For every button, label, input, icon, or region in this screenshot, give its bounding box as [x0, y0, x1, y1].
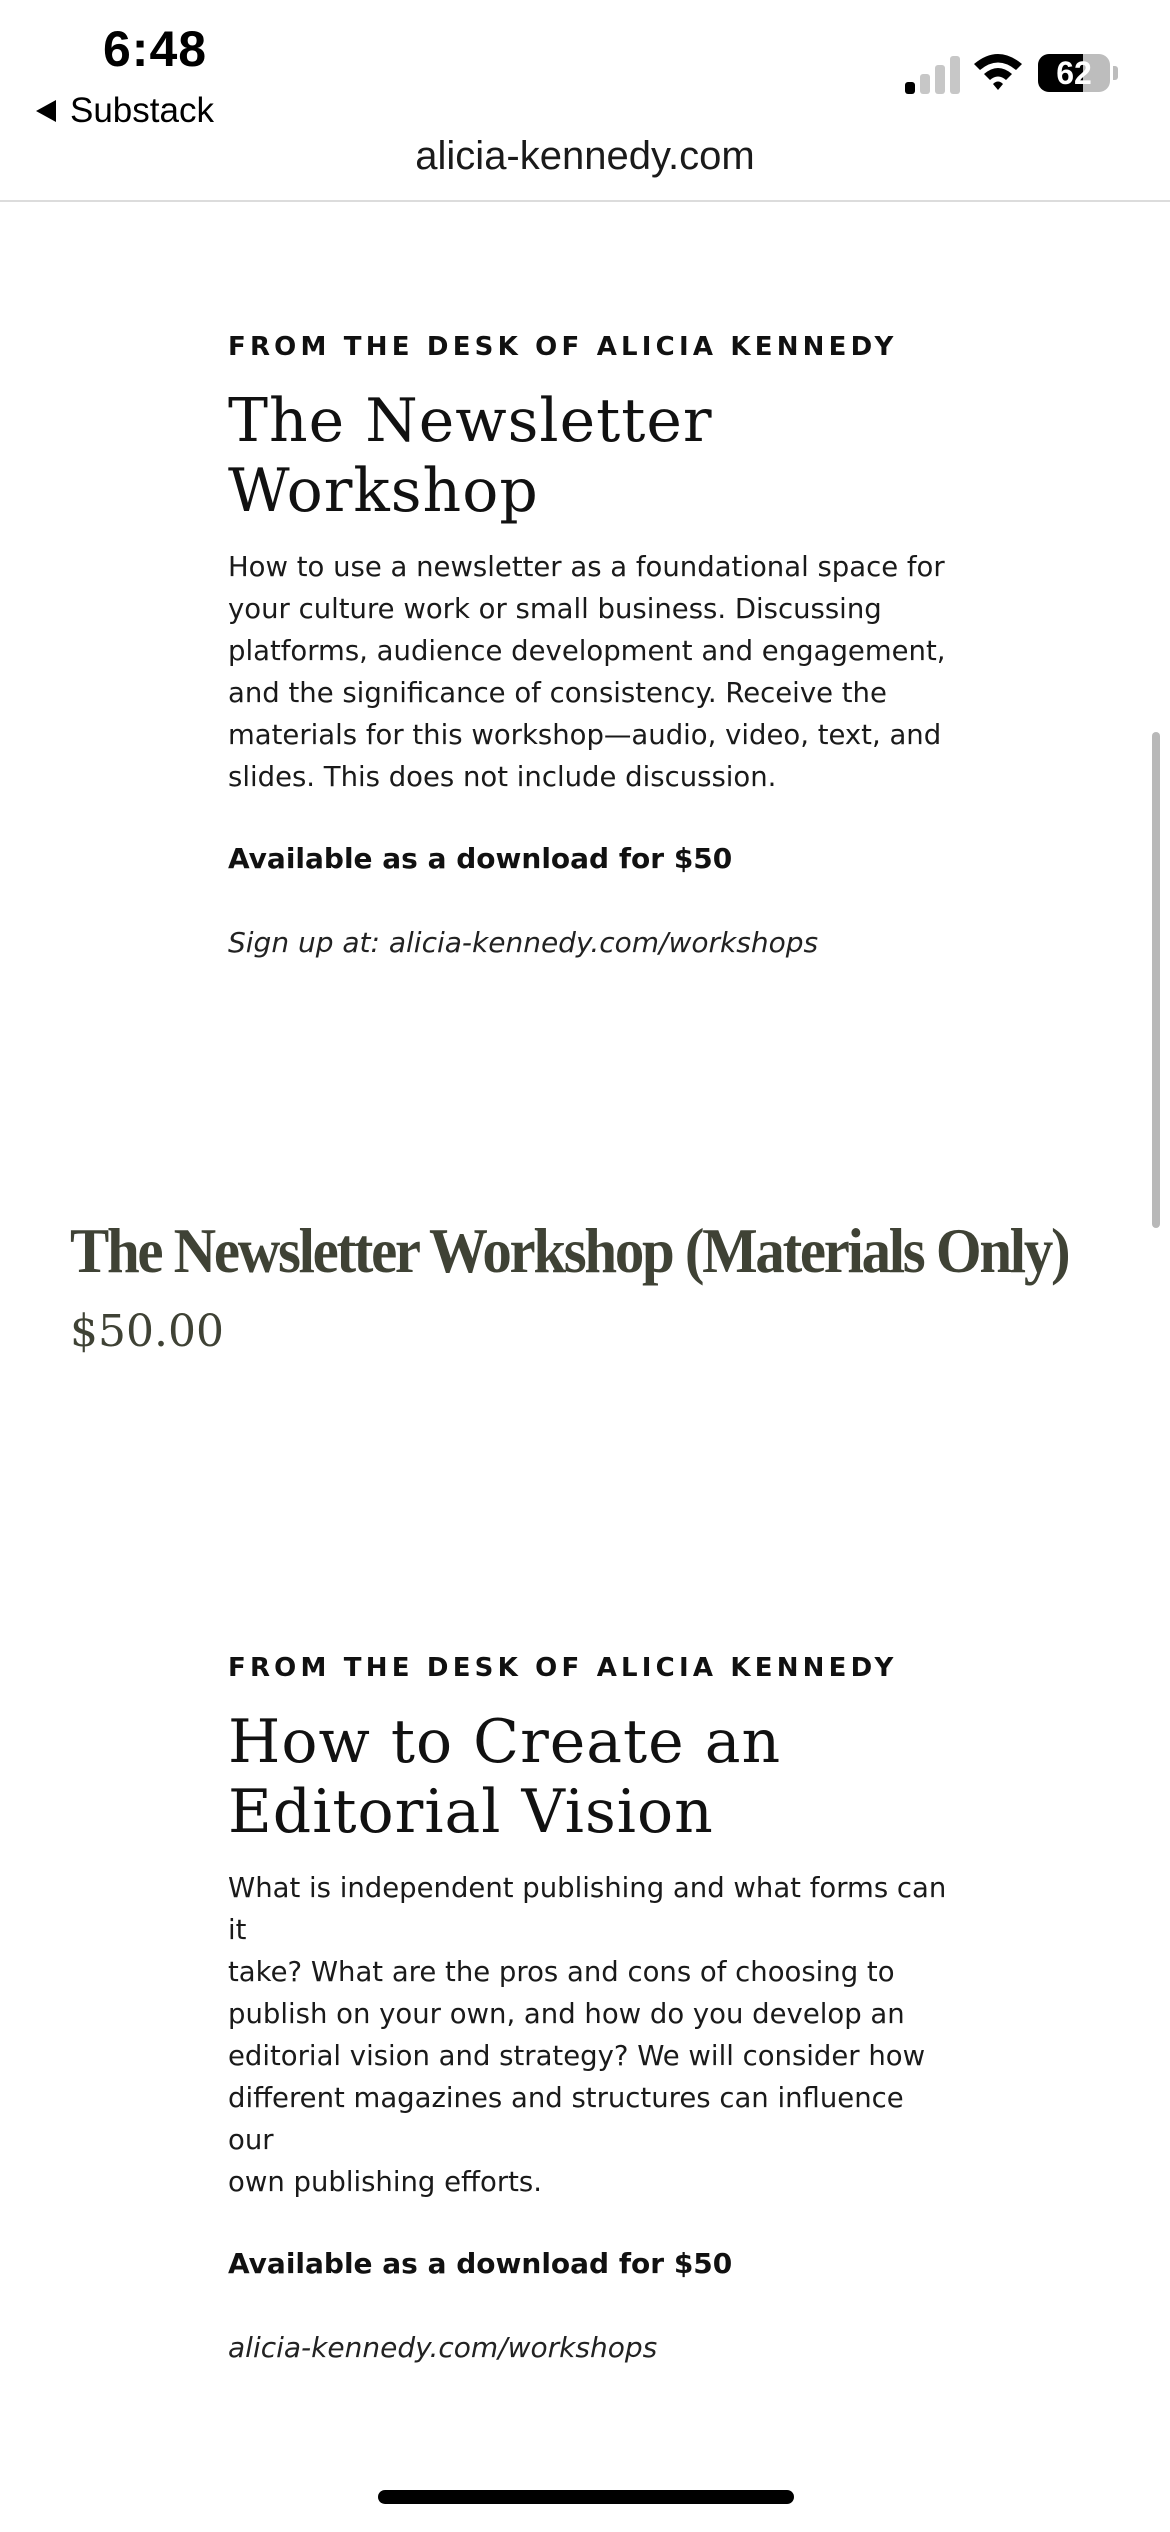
description-line: publish on your own, and how do you develop an: [228, 1998, 905, 2030]
vertical-scrollbar[interactable]: [1152, 732, 1160, 1228]
battery-percent: 62: [1056, 55, 1092, 91]
product-listing[interactable]: [70, 1212, 1090, 1362]
back-to-substack-link[interactable]: [36, 90, 214, 132]
cellular-signal-icon: [905, 52, 961, 94]
wifi-icon: [972, 50, 1024, 92]
description-line: platforms, audience development and engagement,: [228, 635, 946, 667]
description-line: and the significance of consistency. Receive the: [228, 677, 887, 709]
description-line: editorial vision and strategy? We will consider how: [228, 2040, 926, 2072]
description-line: slides. This does not include discussion.: [228, 761, 777, 793]
description-line: What is independent publishing and what forms can it: [228, 1872, 947, 1946]
description-line: materials for this workshop—audio, video, text, and: [228, 719, 942, 751]
workshop-kicker: FROM THE DESK OF ALICIA KENNEDY: [228, 1653, 898, 1683]
battery-cap: [1113, 66, 1118, 80]
description-line: take? What are the pros and cons of choosing to: [228, 1956, 895, 1988]
workshop-signup-link[interactable]: Sign up at: alicia-kennedy.com/workshops: [228, 926, 819, 959]
description-line: How to use a newsletter as a foundational space for: [228, 551, 945, 583]
workshop-title: [228, 1707, 948, 1847]
workshop-kicker: FROM THE DESK OF ALICIA KENNEDY: [228, 332, 898, 362]
product-title[interactable]: The Newsletter Workshop (Materials Only): [70, 1215, 1069, 1286]
workshop-title-line: How to Create an: [228, 1707, 782, 1777]
workshop-price-line: Available as a download for $50: [228, 842, 733, 875]
description-line: own publishing efforts.: [228, 2166, 542, 2198]
back-link-label: Substack: [70, 91, 214, 130]
workshop-title-line: Editorial Vision: [228, 1777, 714, 1847]
description-line: your culture work or small business. Discussing: [228, 593, 882, 625]
workshop-description: [228, 1867, 948, 2203]
status-bar: [0, 0, 1170, 202]
workshop-title-line: The Newsletter: [228, 386, 713, 456]
workshop-description: [228, 546, 948, 798]
workshop-title-line: Workshop: [228, 456, 539, 526]
workshop-card-editorial-vision: [228, 1651, 948, 2369]
workshop-price-line: Available as a download for $50: [228, 2247, 733, 2280]
description-line: different magazines and structures can influence our: [228, 2082, 904, 2156]
workshop-signup-link[interactable]: alicia-kennedy.com/workshops: [228, 2331, 658, 2364]
workshop-title: [228, 386, 948, 526]
address-bar-url[interactable]: alicia-kennedy.com: [415, 134, 755, 178]
battery-icon: [1038, 54, 1110, 92]
product-price: $50.00: [70, 1306, 224, 1357]
status-time: 6:48: [103, 21, 208, 77]
home-indicator[interactable]: [378, 2490, 794, 2504]
workshop-card-newsletter: [228, 330, 948, 964]
back-arrow-icon: [36, 100, 56, 122]
